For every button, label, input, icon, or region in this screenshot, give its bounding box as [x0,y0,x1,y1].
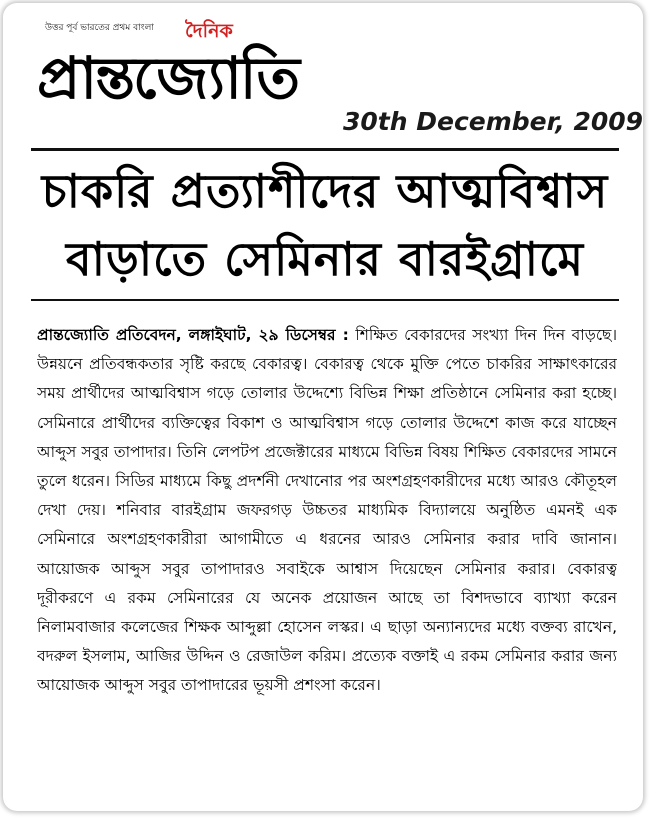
headline-line-2: বাড়াতে সেমিনার বারইগ্রামে [66,232,584,286]
headline-line-1: চাকরি প্রত্যাশীদের আত্মবিশ্বাস [41,164,609,218]
newspaper-clipping [3,3,643,811]
article-body [37,321,617,801]
publication-date: 30th December, 2009 [343,107,644,136]
masthead-tagline: উত্তর পূর্ব ভারতের প্রথম বাংলা [45,23,154,33]
masthead-title: প্রান্তজ্যোতি [37,44,299,112]
headline-rule [31,299,619,301]
article-text: শিক্ষিত বেকারদের সংখ্যা দিন দিন বাড়ছে। উন্নয়নে প্রতিবন্ধকতার সৃষ্টি করছে বেকারত্ব। বেকারত্ব থেকে মুক্তি পেতে চাকরির সাক্ষাৎকারের সময় প্রার্থীদের আত্মবিশ্বাস গড়ে তোলার উদ্দেশ্যে বিভিন্ন শিক্ষা প্রতিষ্ঠানে সেমিনার করা হচ্ছে। সেমিনারে প্রার্থীদের ব্যক্তিত্বের বিকাশ ও আত্মবিশ্বাস গড়ে তোলার উদ্দেশে কাজ করে যাচ্ছেন আব্দুস সবুর তাপাদার। তিনি লেপটপ প্রজেক্টারের মাধ্যমে বিভিন্ন বিষয় শিক্ষিত বেকারদের সামনে তুলে ধরেন। সিডির মাধ্যমে কিছু প্রদর্শনী দেখানোর পর অংশগ্রহণকারীদের মধ্যে আরও কৌতূহল দেখা দেয়। শনিবার বারইগ্রাম জফরগড় উচ্চতর মাধ্যমিক বিদ্যালয়ে অনুষ্ঠিত এমনই এক সেমিনারে অংশগ্রহণকারীরা আগামীতে এ ধরনের আরও সেমিনার করার দাবি জানান। আয়োজক আব্দুস সবুর তাপাদারও সবাইকে আশ্বাস দিয়েছেন সেমিনার করার। বেকারত্ব দূরীকরণে এ রকম সেমিনারের যে অনেক প্রয়োজন আছে তা বিশদভাবে ব্যাখ্যা করেন নিলামবাজার কলেজের শিক্ষক আব্দুল্লা হোসেন লস্কর। এ ছাড়া অন্যান্যদের মধ্যে বক্তব্য রাখেন, বদরুল ইসলাম, আজির উদ্দিন ও রেজাউল করিম। প্রত্যেক বক্তাই এ রকম সেমিনার করার জন্য আয়োজক আব্দুস সবুর তাপাদারের ভূয়সী প্রশংসা করেন। [37,326,617,695]
top-rule [31,148,619,151]
article-dateline: প্রান্তজ্যোতি প্রতিবেদন, লঙ্গাইঘাট, ২৯ ডিসেম্বর : [37,326,349,344]
masthead-dainik: দৈনিক [185,20,233,42]
